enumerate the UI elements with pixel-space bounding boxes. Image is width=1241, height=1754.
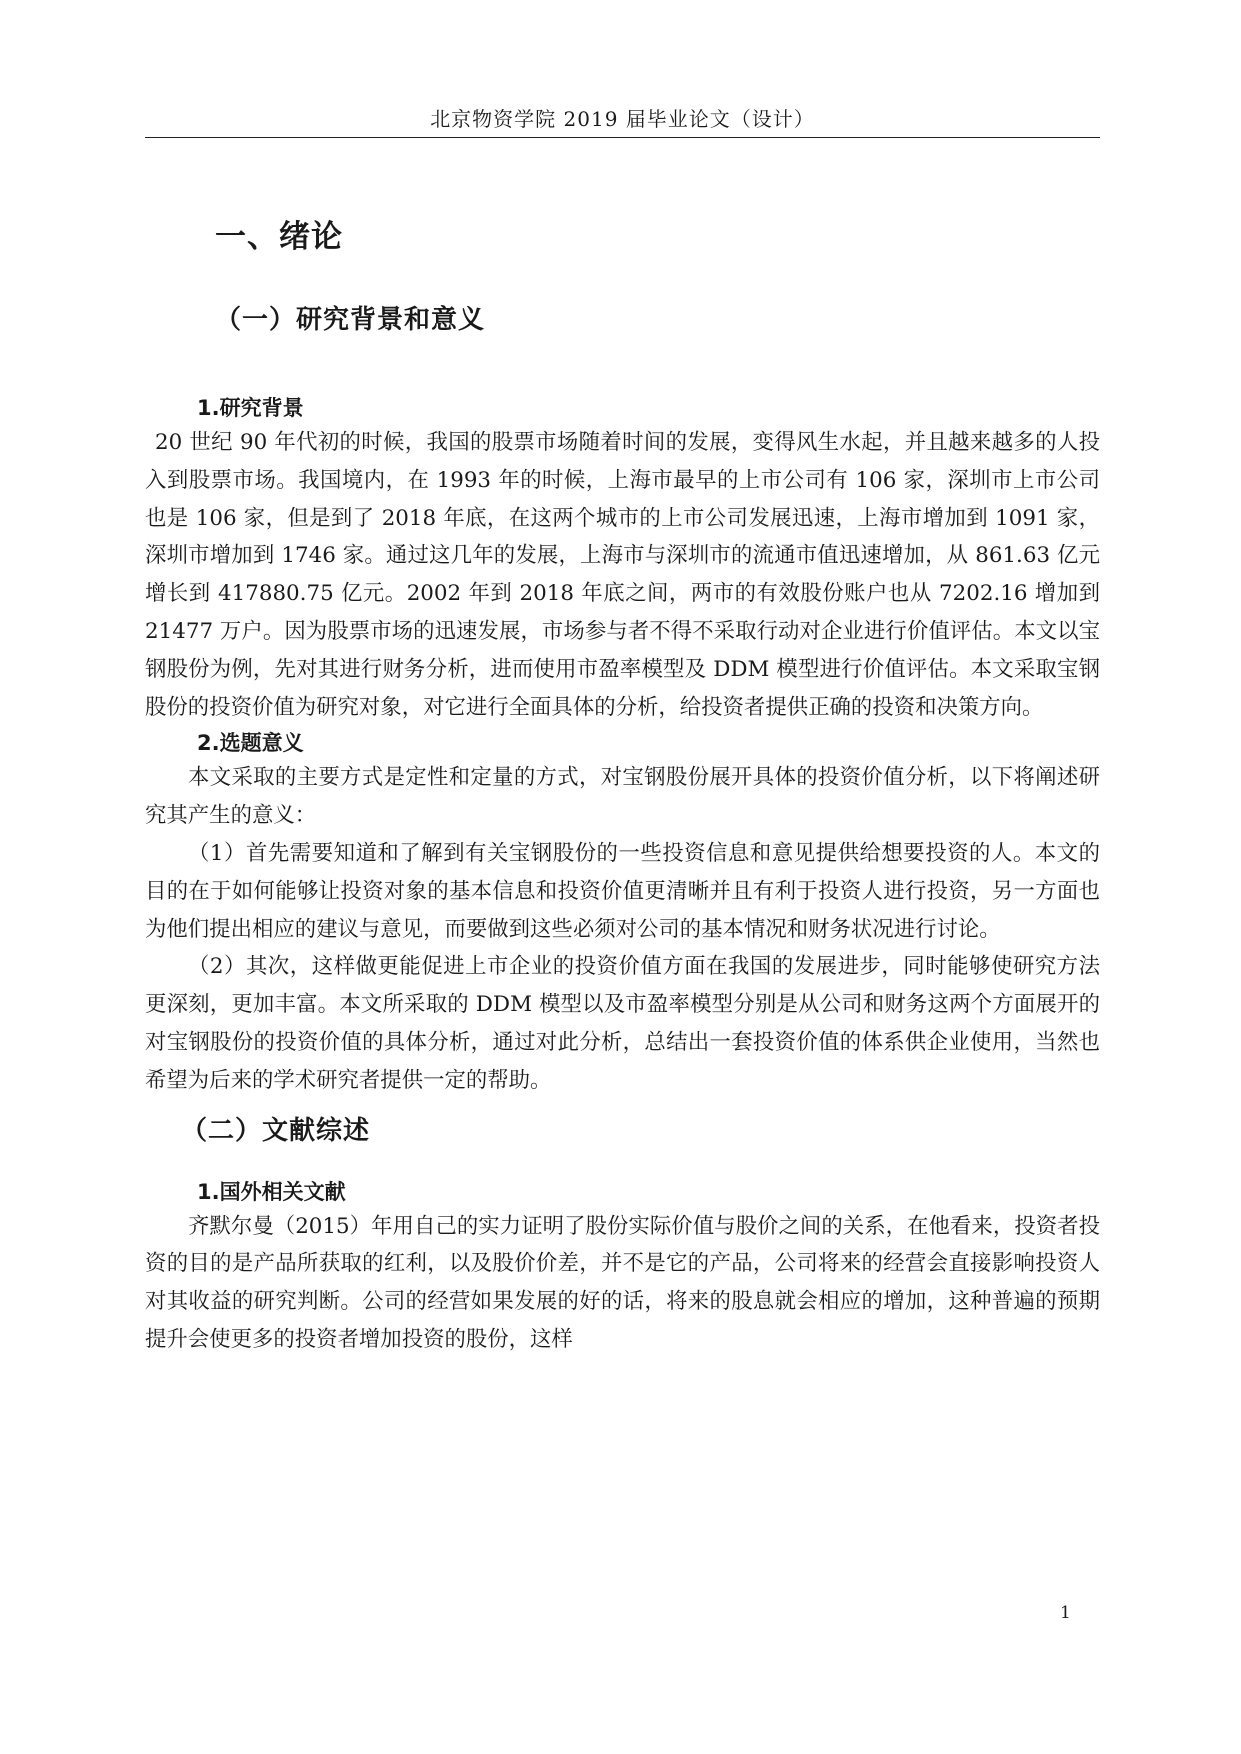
- page-number: 1: [1060, 1603, 1071, 1623]
- paragraph-significance-intro: 本文采取的主要方式是定性和定量的方式，对宝钢股份展开具体的投资价值分析，以下将阐述研究其产生的意义：: [145, 765, 1100, 829]
- paragraph-significance-point-2: （2）其次，这样做更能促进上市企业的投资价值方面在我国的发展进步，同时能够使研究方法更深刻，更加丰富。本文所采取的 DDM 模型以及市盈率模型分别是从公司和财务这两个方面展开的对宝钢股份的投资价值的具体分析，通过对此分析，总结出一套投资价值的体系供企业使用，当然也希望为后来的学术研究者提供一定的帮助。: [145, 954, 1100, 1093]
- subsection-title-foreign-literature: 1.国外相关文献: [197, 1179, 346, 1204]
- subsection-title-significance: 2.选题意义: [197, 731, 304, 756]
- subsection-title-research-background: 1.研究背景: [197, 396, 304, 420]
- page-body: [145, 215, 1100, 1359]
- running-header: 北京物资学院 2019 届毕业论文（设计）: [430, 107, 815, 131]
- chapter-title: 一、绪论: [215, 219, 343, 255]
- paragraph-research-background: 20 世纪 90 年代初的时候，我国的股票市场随着时间的发展，变得风生水起，并且越来越多的人投入到股票市场。我国境内，在 1993 年的时候，上海市最早的上市公司有 106 家，深圳市上市公司也是 106 家，但是到了 2018 年底，在这两个城市的上市公司发展迅速，上海市增加到 1091 家，深圳市增加到 1746 家。通过这几年的发展，上海市与深圳市的流通市值迅速增加，从 861.63 亿元增长到 417880.75 亿元。2002 年到 2018 年底之间，两市的有效股份账户也从 7202.16 增加到 21477 万户。因为股票市场的迅速发展，市场参与者不得不采取行动对企业进行价值评估。本文以宝钢股份为例，先对其进行财务分析，进而使用市盈率模型及 DDM 模型进行价值评估。本文采取宝钢股份的投资价值为研究对象，对它进行全面具体的分析，给投资者提供正确的投资和决策方向。: [145, 430, 1100, 720]
- header-rule: [145, 137, 1100, 138]
- section-title-literature-review: （二）文献综述: [181, 1115, 371, 1146]
- paragraph-significance-point-1: （1）首先需要知道和了解到有关宝钢股份的一些投资信息和意见提供给想要投资的人。本文的目的在于如何能够让投资对象的基本信息和投资价值更清晰并且有利于投资人进行投资，另一方面也为他们提出相应的建议与意见，而要做到这些必须对公司的基本情况和财务状况进行讨论。: [145, 840, 1100, 942]
- section-title-background: （一）研究背景和意义: [215, 305, 486, 335]
- paragraph-foreign-literature: 齐默尔曼（2015）年用自己的实力证明了股份实际价值与股价之间的关系，在他看来，投资者投资的目的是产品所获取的红利，以及股价价差，并不是它的产品，公司将来的经营会直接影响投资人对其收益的研究判断。公司的经营如果发展的好的话，将来的股息就会相应的增加，这种普遍的预期提升会使更多的投资者增加投资的股份，这样: [145, 1213, 1100, 1352]
